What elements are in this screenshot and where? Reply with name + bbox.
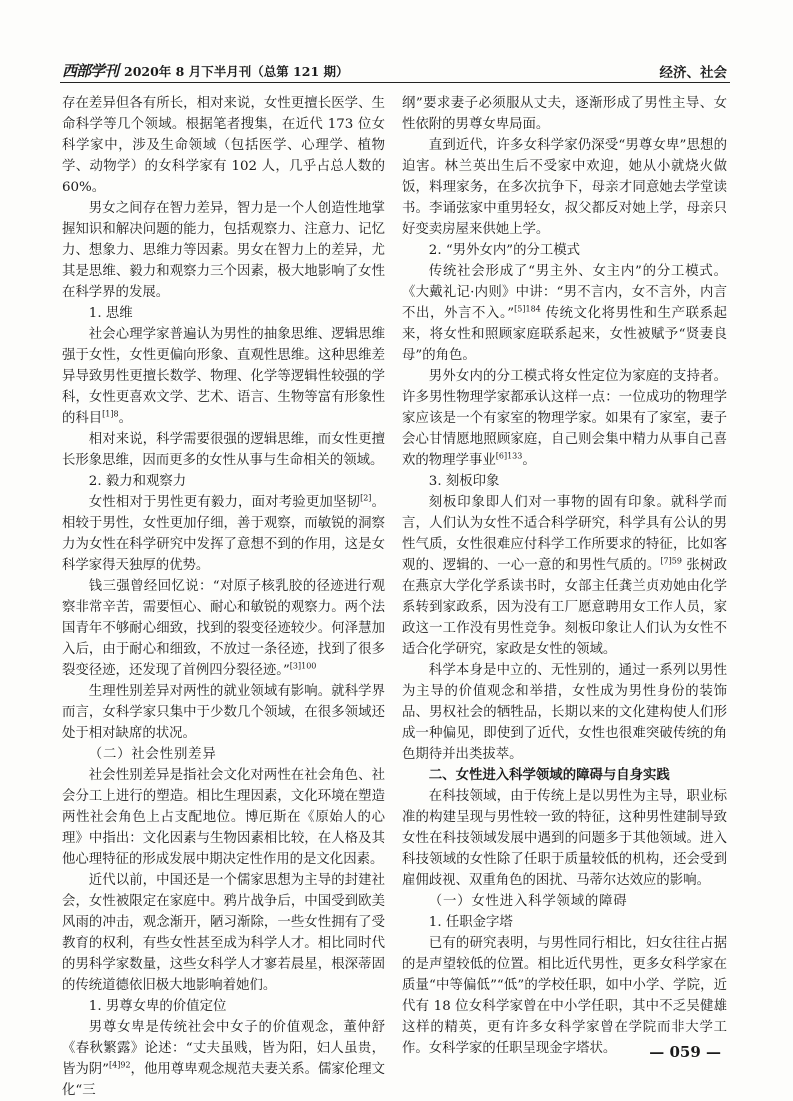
paragraph-text: 1. 男尊女卑的价值定位 [88, 999, 227, 1014]
paragraph-text: 近代以前，中国还是一个儒家思想为主导的封建社会，女性被限定在家庭中。鸦片战争后，中国受到欧美风雨的冲击，观念渐开，陋习渐除，一些女性拥有了受教育的权利，有些女性甚至成为科学人才。相比同时代的男科学家数量，这些女科学人才寥若晨星，根深蒂固的传统道德依旧极大地影响着她们。 [62, 873, 385, 993]
section-heading [62, 744, 385, 765]
paragraph [62, 576, 385, 681]
paragraph-text: 纲”要求妻子必须服从丈夫，逐渐形成了男性主导、女性依附的男尊女卑局面。 [402, 96, 727, 132]
paragraph-text: 1. 思维 [88, 306, 133, 321]
paragraph [62, 429, 385, 471]
paragraph-text: 直到近代，许多女科学家仍深受“男尊女卑”思想的迫害。林兰英出生后不受家中欢迎，她从小就烧火做饭，料理家务，在多次抗争下，母亲才同意她去学堂读书。李诵弦家中重男轻女，叔父都反对她上学，母亲只好变卖房屋来供她上学。 [402, 138, 727, 237]
paragraph-text: 女性相对于男性更有毅力，面对考验更加坚韧 [88, 495, 361, 510]
section-heading [402, 765, 727, 786]
paragraph-text: 存在差异但各有所长，相对来说，女性更擅长医学、生命科学等几个领域。根据笔者搜集，在近代 173 位女科学家中，涉及生命领域（包括医学、心理学、植物学、动物学）的女科学家有 102 人，几乎占总人数的 60%。 [62, 96, 385, 195]
paragraph-text: 男外女内的分工模式将女性定位为家庭的支持者。许多男性物理学家都承认这样一点：一位成功的物理学家应该是一个有家室的物理学家。如果有了家室，妻子会心甘情愿地照顾家庭，自己则会集中精力从事自己喜欢的物理学事业 [402, 369, 727, 468]
paragraph [402, 786, 727, 891]
section-heading [402, 891, 727, 912]
paragraph-text: 二、女性进入科学领域的障碍与自身实践 [428, 767, 670, 783]
paragraph-text: 男尊女卑是传统社会中女子的价值观念，董仲舒《春秋繁露》论述：“丈夫虽贱，皆为阳，妇人虽贵，皆为阴” [62, 1020, 385, 1077]
paragraph [62, 324, 385, 429]
subheading [402, 240, 727, 261]
subheading [402, 471, 727, 492]
paragraph-text: 相对来说，科学需要很强的逻辑思维，而女性更擅长形象思维，因而更多的女性从事与生命相关的领域。 [62, 432, 385, 468]
paragraph [62, 198, 385, 303]
citation: [4]92 [109, 1060, 131, 1070]
paragraph-text: 3. 刻板印象 [428, 474, 500, 489]
subheading [62, 471, 385, 492]
running-header [60, 58, 730, 83]
paragraph [402, 933, 727, 1059]
paragraph-text: （一）女性进入科学领域的障碍 [428, 894, 628, 909]
paragraph-text: 。相较于男性，女性更加仔细，善于观察，而敏锐的洞察力为女性在科学研究中发挥了意想不到的作用，这是女科学家得天独厚的优势。 [62, 495, 386, 573]
paragraph-text: 2. 毅力和观察力 [88, 474, 187, 489]
paragraph-text: 传统社会形成了“男主外、女主内”的分工模式。《大戴礼记·内则》中讲：“男不言内，女不言外，内言不出，外言不入。” [402, 264, 727, 321]
citation: [5]184 [514, 304, 541, 314]
paragraph-text: 已有的研究表明，与男性同行相比，妇女往往占据的是声望较低的位置。相比近代男性，更多女科学家在质量“中等偏低”“低”的学校任职，如中小学、学院，近代有 18 位女科学家曾在中小学任职，其中不乏吴健雄这样的精英，更有许多女科学家曾在学院而非大学工作。女科学家的任职呈现金字塔状。 [402, 936, 727, 1056]
paragraph [402, 492, 727, 660]
paragraph [402, 93, 727, 135]
citation: [7]59 [660, 556, 682, 566]
paragraph [402, 660, 727, 765]
paragraph-text: 传统文化将男性和生产联系起来，将女性和照顾家庭联系起来，女性被赋予“贤妻良母”的角色。 [402, 306, 727, 363]
paragraph [402, 261, 727, 366]
paragraph-text: 钱三强曾经回忆说：“对原子核乳胶的径迹进行观察非常辛苦，需要恒心、耐心和敏锐的观察力。两个法国青年不够耐心细致，找到的裂变径迹较少。何泽慧加入后，由于耐心和细致，不放过一条径迹，找到了很多裂变径迹，还发现了首例四分裂径迹。” [62, 579, 385, 678]
paragraph-text: 科学本身是中立的、无性别的，通过一系列以男性为主导的价值观念和举措，女性成为男性身份的装饰品、男权社会的牺牲品，长期以来的文化建构使人们形成一种偏见，即使到了近代，女性也很难突破传统的角色期待并出类拔萃。 [402, 663, 727, 762]
paragraph-text: 张树政在燕京大学化学系读书时，女部主任龚兰贞劝她由化学系转到家政系，因为没有工厂愿意聘用女工作人员，家政这一工作没有男性竞争。刻板印象让人们认为女性不适合化学研究，家政是女性的领域。 [402, 558, 727, 657]
paragraph-text: 1. 任职金字塔 [428, 915, 513, 930]
citation: [2] [360, 493, 372, 503]
paragraph-text: 。 [522, 453, 536, 468]
paragraph-text: 刻板印象即人们对一事物的固有印象。就科学而言，人们认为女性不适合科学研究，科学具有公认的男性气质，女性很难应付科学工作所要求的特征，比如客观的、逻辑的、一心一意的和男性气质的。 [402, 495, 727, 573]
paragraph [62, 870, 385, 996]
paragraph [62, 492, 385, 576]
paragraph-text: 。 [118, 411, 132, 426]
citation: [1]8 [102, 409, 119, 419]
section-label: 经济、社会 [659, 65, 727, 81]
paragraph-text: ，他用尊卑观念规范夫妻关系。儒家伦理文化“三 [62, 1062, 385, 1098]
journal-logo: 西部学刊 [62, 62, 119, 80]
issue-info: 2020年 8 月下半月刊（总第 121 期） [124, 64, 349, 79]
paragraph [62, 93, 385, 198]
page-number: — 059 — [649, 1043, 721, 1061]
paragraph [402, 135, 727, 240]
paragraph [62, 681, 385, 744]
paragraph-text: 2. “男外女内”的分工模式 [428, 243, 581, 258]
subheading [402, 912, 727, 933]
paragraph-text: 男女之间存在智力差异，智力是一个人创造性地掌握知识和解决问题的能力，包括观察力、注意力、记忆力、想象力、思维力等因素。男女在智力上的差异，尤其是思维、毅力和观察力三个因素，极大地影响了女性在科学界的发展。 [62, 201, 385, 300]
citation: [6]133 [495, 451, 523, 461]
paragraph-text: 生理性别差异对两性的就业领域有影响。就科学界而言，女科学家只集中于少数几个领域，在很多领域还处于相对缺席的状况。 [62, 684, 385, 741]
paragraph [62, 1017, 385, 1101]
subheading [62, 303, 385, 324]
paragraph [62, 765, 385, 870]
left-column [62, 93, 386, 1098]
paragraph-text: 社会心理学家普遍认为男性的抽象思维、逻辑思维强于女性，女性更偏向形象、直观性思维。这种思维差异导致男性更擅长数学、物理、化学等逻辑性较强的学科，女性更喜欢文学、艺术、语言、生物等富有形象性的科目 [62, 327, 385, 426]
paragraph-text: （二）社会性别差异 [88, 747, 217, 762]
subheading [62, 996, 385, 1017]
citation: [3]100 [289, 661, 317, 671]
paragraph-text: 在科技领域，由于传统上是以男性为主导，职业标准的构建呈现与男性较一致的特征，这种男性建制导致女性在科技领域发展中遇到的问题多于其他领域。进入科技领域的女性除了任职于质量较低的机构，还会受到雇佣歧视、双重角色的困扰、马蒂尔达效应的影响。 [402, 789, 727, 888]
paragraph-text: 社会性别差异是指社会文化对两性在社会角色、社会分工上进行的塑造。相比生理因素，文化环境在塑造两性社会角色上占支配地位。博厄斯在《原始人的心理》中指出：文化因素与生物因素相比较，在人格及其他心理特征的形成发展中期决定性作用的是文化因素。 [62, 768, 385, 867]
paragraph [402, 366, 727, 471]
